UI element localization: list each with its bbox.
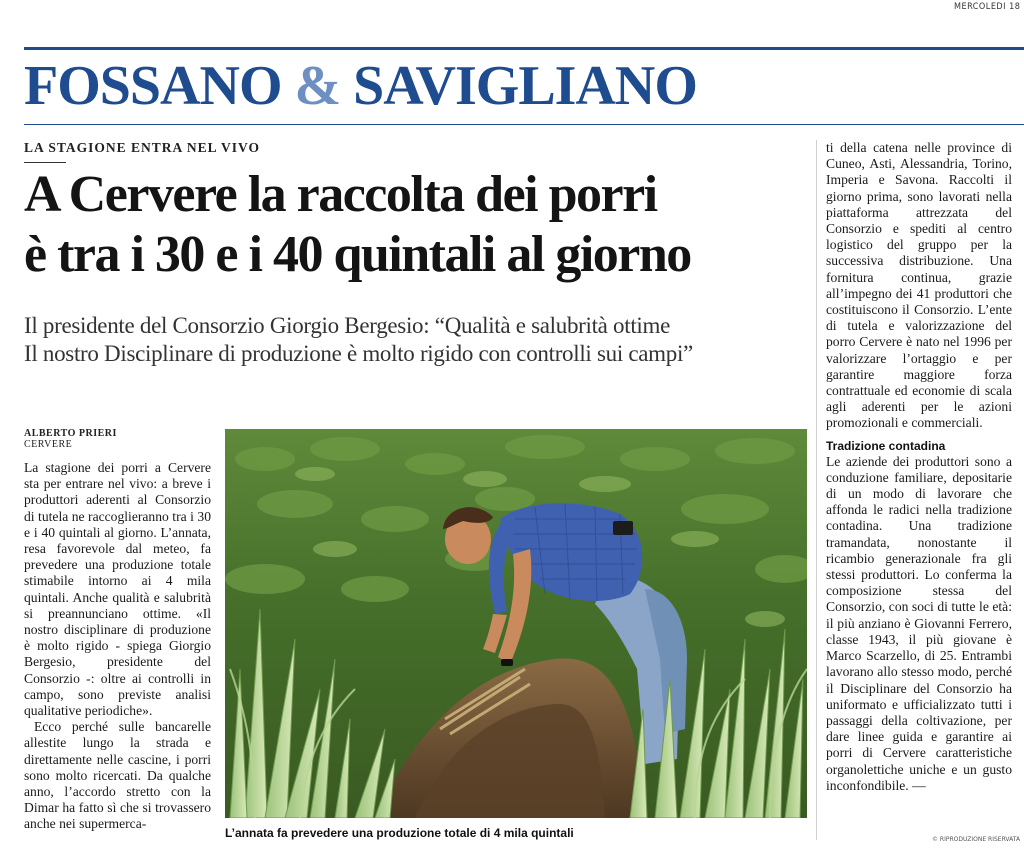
section-title-left: FOSSANO xyxy=(24,55,282,117)
dateline-location: CERVERE xyxy=(24,439,73,450)
article-subhead xyxy=(24,312,814,368)
copyright-notice: © RIPRODUZIONE RISERVATA xyxy=(932,836,1021,843)
article-kicker: LA STAGIONE ENTRA NEL VIVO xyxy=(24,140,261,155)
byline xyxy=(24,428,214,450)
section-top-rule xyxy=(24,47,1024,50)
leek-harvest-photo xyxy=(225,429,807,818)
body-paragraph: ti della catena nelle province di Cuneo, Asti, Alessandria, Torino, Imperia e Savona. Raccolti il giorno prima, sono lavorati nella piattaforma attrezzata del Consorzio e spediti al centro logistico del gruppo per la successiva distribuzione. Una fornitura continua, grazie all’impegno dei 41 produttori che costituiscono il Consorzio. L’ente di tutela e valorizzazione del porro Cervere è nato nel 1996 per valorizzare l’ortaggio e per garantire maggiore forza contrattuale ed economie di scala agli aderenti per le azioni promozionali e commerciali. xyxy=(826,140,1012,431)
section-bottom-rule xyxy=(24,124,1024,125)
body-paragraph: Le aziende dei produttori sono a conduzione familiare, depositarie di un modo di lavorare che affonda le radici nella tradizione contadina. Una tradizione tramandata, nonostante il ricambio generazionale fra gli stessi produttori. Lo conferma la composizione stessa del Consorzio, con soci di tutte le età: il più anziano è Giovanni Ferrero, classe 1943, il più giovane è Marco Scarzello, di 25. Entrambi lavorano allo stesso modo, perché il Disciplinare del Consorzio ha uniformato e ufficializzato tutti i passaggi della coltivazione, per dare linee guida e garantire ai porri di Cervere caratteristiche organolettiche uniche e un gusto inconfondibile. — xyxy=(826,453,1012,793)
photo-caption: L’annata fa prevedere una produzione totale di 4 mila quintali xyxy=(225,826,574,840)
author-name: ALBERTO PRIERI xyxy=(24,428,117,439)
subhead-line: Il nostro Disciplinare di produzione è molto rigido con controlli sui campi” xyxy=(24,341,693,366)
section-title-right: SAVIGLIANO xyxy=(353,55,697,117)
section-ampersand: & xyxy=(294,55,341,117)
body-paragraph: La stagione dei porri a Cervere sta per entrare nel vivo: a breve i produttori aderenti al Consorzio di tutela ne raccoglieranno tra i 30 e i 40 quintali al giorno. L’annata, resa favorevole dal meteo, fa prevedere una produzione totale stimabile intorno ai 4 mila quintali. Anche qualità e salubrità si preannunciano ottime. «Il nostro disciplinare di produzione è molto rigido - spiega Giorgio Bergesio, presidente del Consorzio -: oltre ai controlli in campo, sono previste analisi qualitative periodiche». xyxy=(24,460,211,719)
column-divider xyxy=(816,140,817,840)
kicker-underline xyxy=(24,162,66,163)
article-column-1 xyxy=(24,460,211,860)
subhead-line: Il presidente del Consorzio Giorgio Bergesio: “Qualità e salubrità ottime xyxy=(24,313,671,338)
section-title xyxy=(24,56,697,116)
article-column-3 xyxy=(826,140,1012,860)
headline-line: A Cervere la raccolta dei porri xyxy=(24,166,657,223)
body-paragraph: Ecco perché sulle bancarelle allestite lungo la strada e direttamente nelle cascine, i porri sono molto ricercati. Da qualche anno, l’accordo stretto con la Dimar ha fatto sì che si trovassero anche nei supermerca- xyxy=(24,719,211,832)
photo-illustration xyxy=(225,429,807,818)
article-headline xyxy=(24,165,814,285)
headline-line: è tra i 30 e i 40 quintali al giorno xyxy=(24,226,691,283)
paragraph-subtitle: Tradizione contadina xyxy=(826,438,946,453)
edition-date: MERCOLEDÌ 18 xyxy=(954,2,1021,12)
